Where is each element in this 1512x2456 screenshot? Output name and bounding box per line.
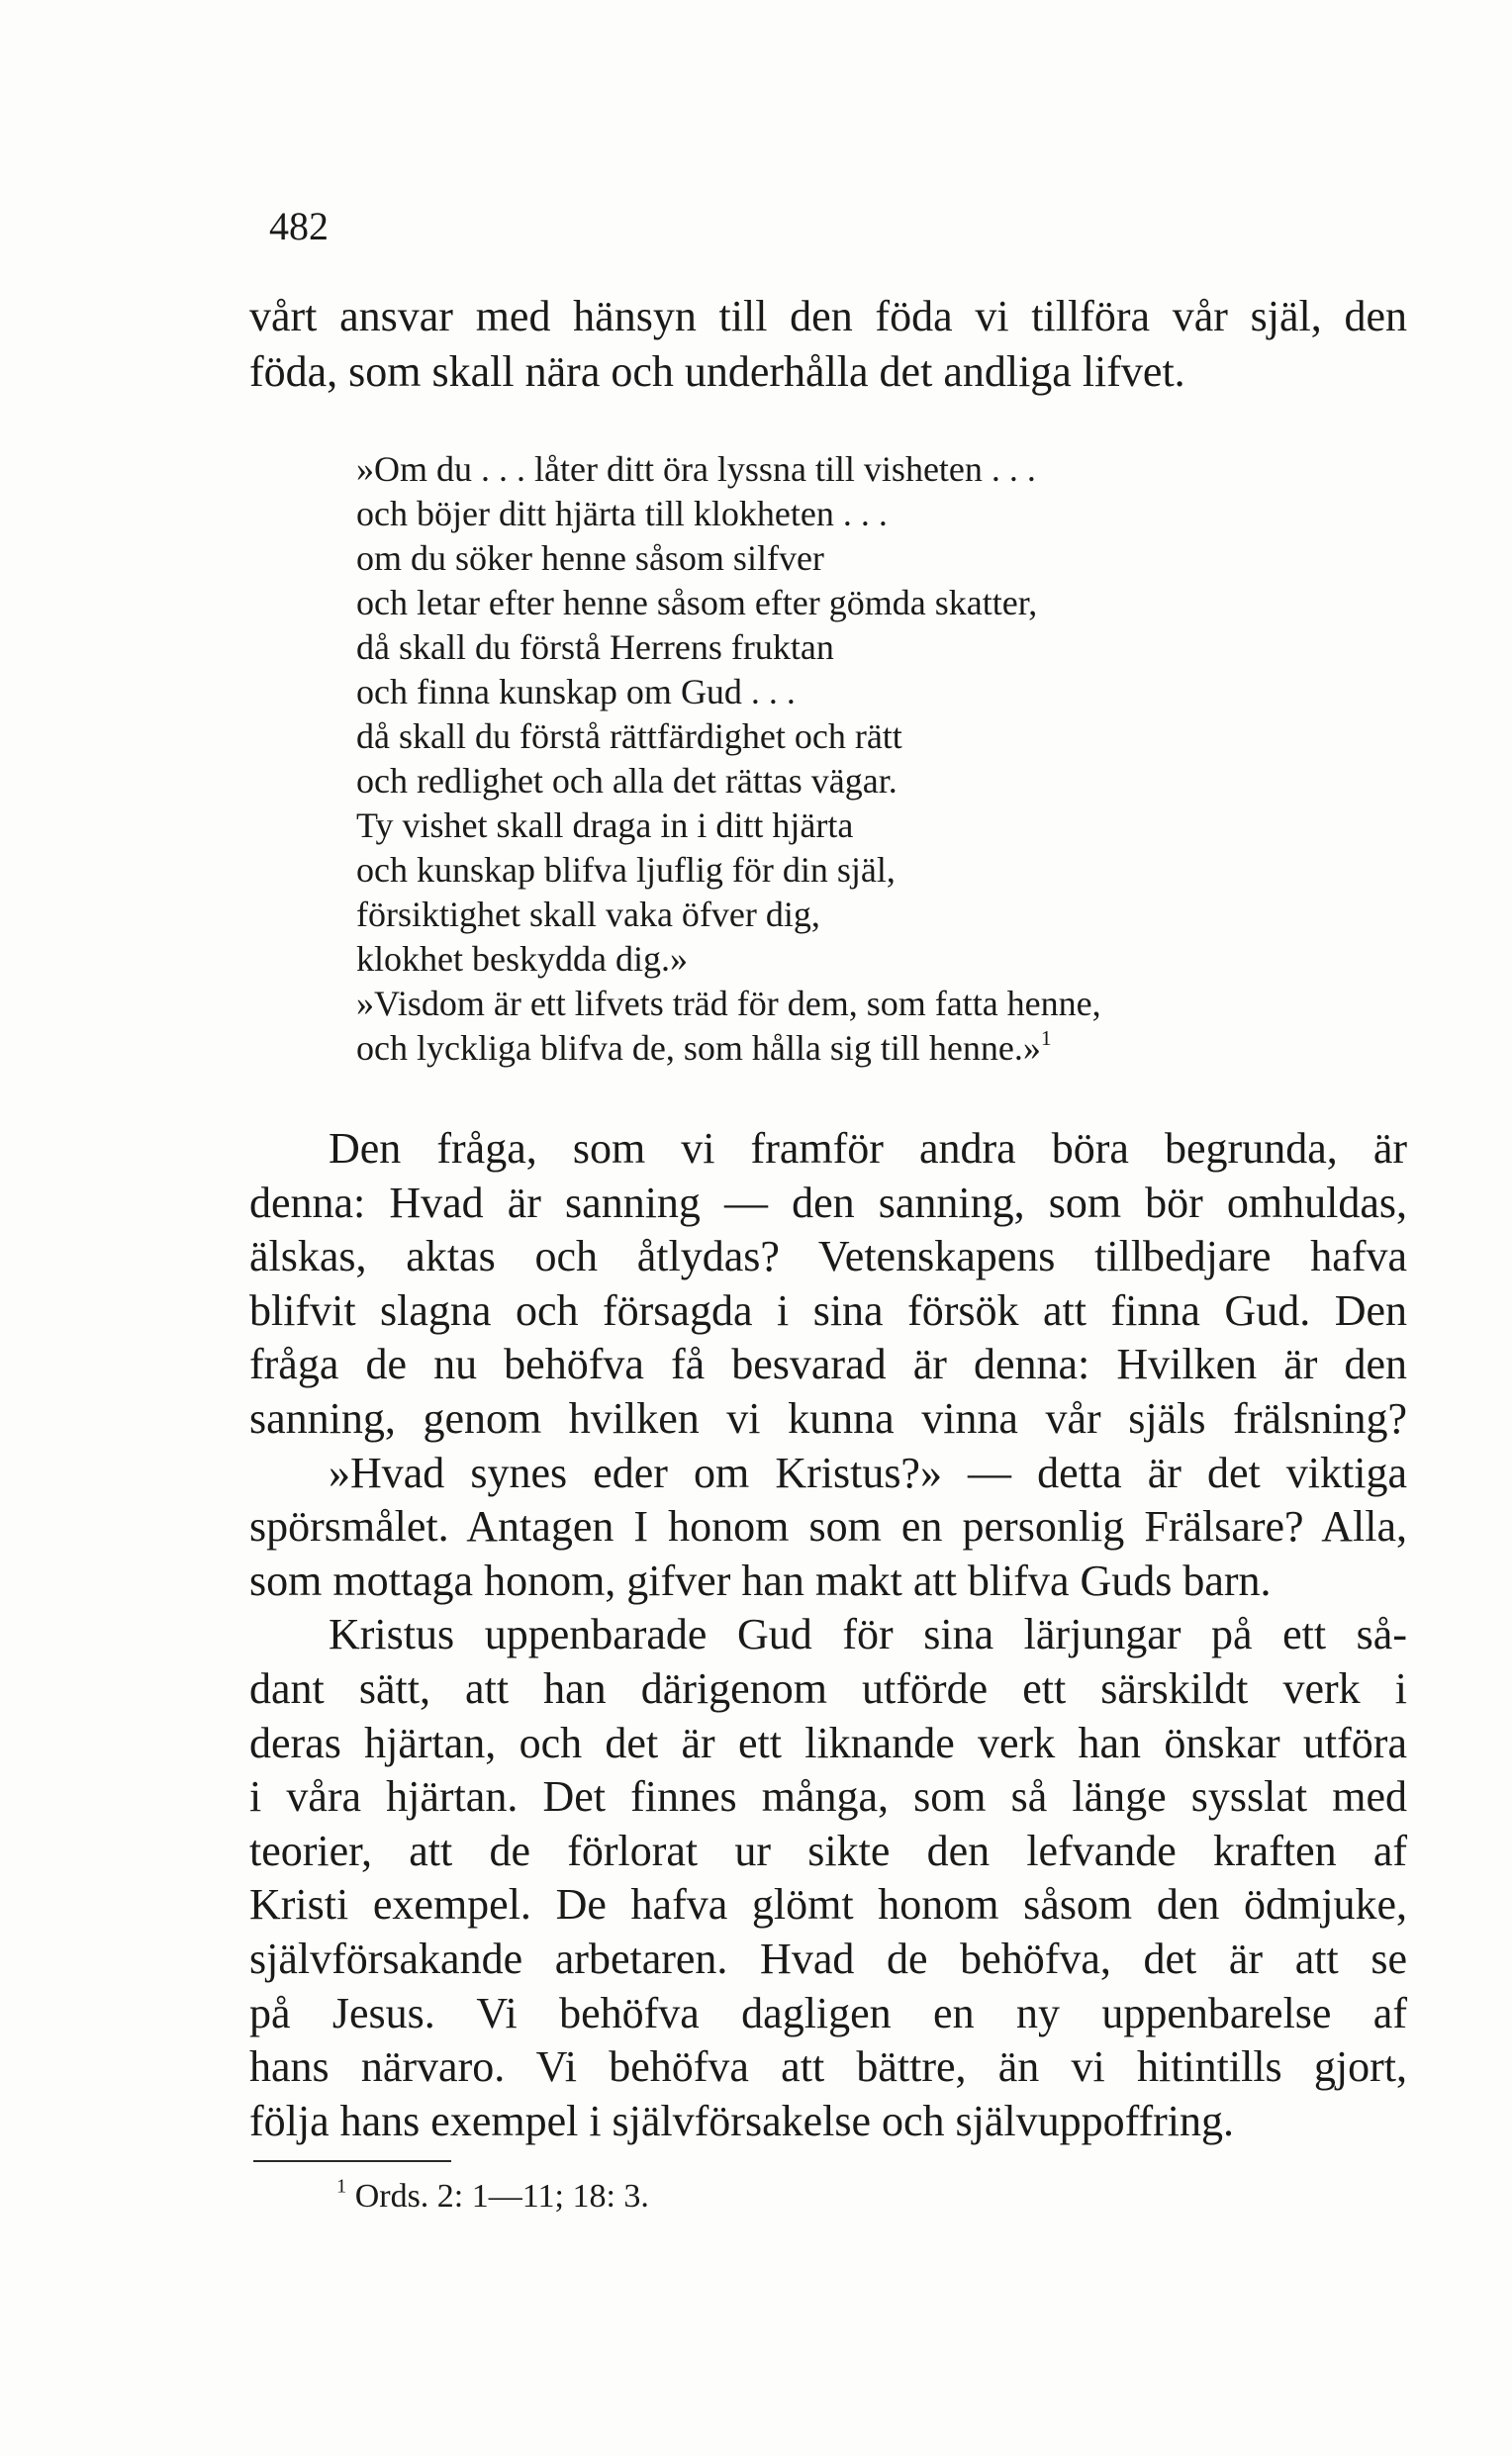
text-line: hans närvaro. Vi behöfva att bättre, än vi hitintills gjort, — [249, 2042, 1407, 2092]
quote-line: »Visdom är ett lifvets träd för dem, som fatta henne, — [356, 984, 1101, 1023]
quote-line — [356, 1026, 1385, 1071]
footnote-divider — [253, 2160, 451, 2162]
quote-line: »Om du . . . låter ditt öra lyssna till visheten . . . — [356, 449, 1036, 489]
quote-line: Ty vishet skall draga in i ditt hjärta — [356, 805, 854, 845]
footnote-reference: 1 — [1040, 1025, 1052, 1050]
text-line: teorier, att de förlorat ur sikte den lefvande kraften af — [249, 1826, 1407, 1875]
quote-line: och finna kunskap om Gud . . . — [356, 672, 796, 711]
text-line: Den fråga, som vi framför andra böra begrunda, är — [329, 1124, 1407, 1173]
text-line: på Jesus. Vi behöfva dagligen en ny uppenbarelse af — [249, 1988, 1407, 2037]
text-line: spörsmålet. Antagen I honom som en personlig Frälsare? Alla, — [249, 1502, 1407, 1552]
text-line: älskas, aktas och åtlydas? Vetenskapens tillbedjare hafva — [249, 1232, 1407, 1281]
page-number: 482 — [269, 204, 329, 248]
quote-line: och kunskap blifva ljuflig för din själ, — [356, 850, 896, 890]
quote-line: och letar efter henne såsom efter gömda skatter, — [356, 583, 1038, 622]
footnote — [336, 2175, 649, 2219]
text-line: föda, som skall nära och underhålla det andliga lifvet. — [249, 347, 1185, 396]
text-line: följa hans exempel i självförsakelse och självuppoffring. — [249, 2096, 1235, 2145]
quote-line: klokhet beskydda dig.» — [356, 939, 688, 979]
text-line: sanning, genom hvilken vi kunna vinna vår själs frälsning? — [249, 1393, 1407, 1443]
text-line: som mottaga honom, gifver han makt att blifva Guds barn. — [249, 1556, 1272, 1605]
text-line: Kristi exempel. De hafva glömt honom såsom den ödmjuke, — [249, 1880, 1407, 1930]
quote-line: då skall du förstå rättfärdighet och rätt — [356, 716, 902, 756]
text-line: dant sätt, att han därigenom utförde ett särskildt verk i — [249, 1663, 1407, 1713]
quote-line: försiktighet skall vaka öfver dig, — [356, 895, 820, 934]
text-line: fråga de nu behöfva få besvarad är denna: Hvilken är den — [249, 1340, 1407, 1389]
quote-line: och redlighet och alla det rättas vägar. — [356, 761, 898, 801]
text-line: denna: Hvad är sanning — den sanning, som bör omhuldas, — [249, 1178, 1407, 1227]
body-paragraphs — [249, 1122, 1407, 2148]
lead-paragraph — [249, 289, 1407, 400]
text-line: blifvit slagna och försagda i sina försök att finna Gud. Den — [249, 1285, 1407, 1335]
scripture-quote — [356, 447, 1385, 1071]
footnote-text: Ords. 2: 1—11; 18: 3. — [354, 2178, 649, 2215]
text-line: självförsakande arbetaren. Hvad de behöfva, det är att se — [249, 1934, 1407, 1983]
text-line: Kristus uppenbarade Gud för sina lärjungar på ett så- — [329, 1610, 1407, 1659]
quote-line-text: och lyckliga blifva de, som hålla sig till henne.» — [356, 1028, 1041, 1068]
quote-line: om du söker henne såsom silfver — [356, 538, 824, 578]
text-line: i våra hjärtan. Det finnes många, som så länge sysslat med — [249, 1772, 1407, 1822]
quote-line: och böjer ditt hjärta till klokheten . . . — [356, 494, 888, 533]
footnote-mark: 1 — [336, 2175, 347, 2198]
text-line: vårt ansvar med hänsyn till den föda vi tillföra vår själ, den — [249, 292, 1407, 340]
text-line: »Hvad synes eder om Kristus?» — detta är det viktiga — [329, 1448, 1407, 1497]
text-line: deras hjärtan, och det är ett liknande verk han önskar utföra — [249, 1718, 1407, 1767]
quote-line: då skall du förstå Herrens fruktan — [356, 627, 834, 667]
